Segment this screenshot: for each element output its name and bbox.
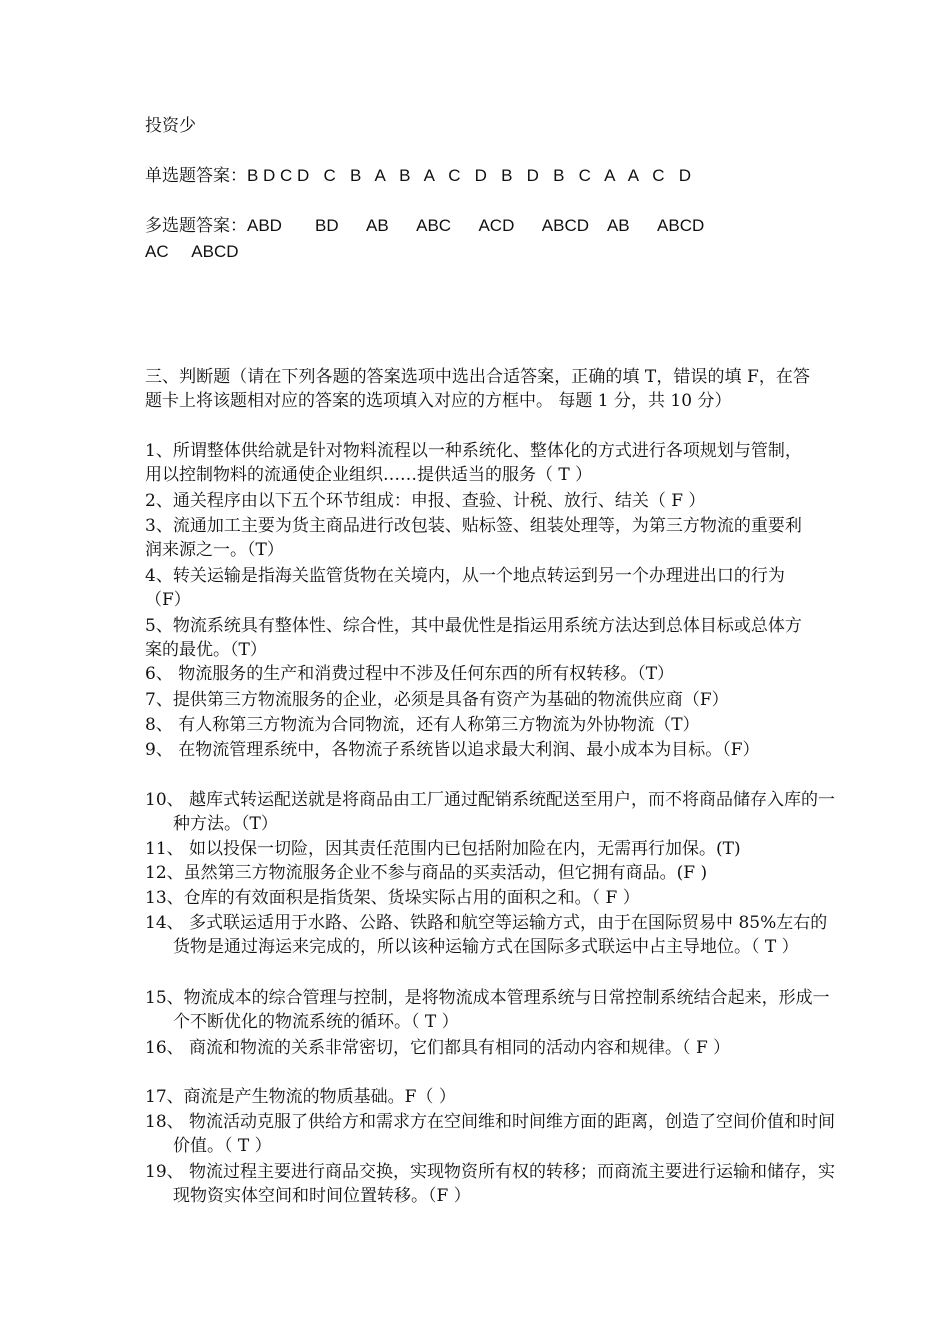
list-item: 14、 多式联运适用于水路、公路、铁路和航空等运输方式，由于在国际贸易中 85%左右的货物是通过海运来完成的，所以该种运输方式在国际多式联运中占主导地位。（ T ） (145, 913, 828, 957)
multi-choice-label: 多选题答案： (145, 216, 247, 236)
section-heading: 三、判断题（请在下列各题的答案选项中选出合适答案，正确的填 T，错误的填 F，在答题卡上将该题相对应的答案的选项填入对应的方框中。 每题 1 分，共 10 分） (145, 367, 810, 411)
single-choice-answers (145, 164, 691, 188)
list-item: 19、 物流过程主要进行商品交换，实现物资所有权的转移；而商流主要进行运输和储存，实现物资实体空间和时间位置转移。（F ） (145, 1162, 836, 1206)
list-item: 4、转关运输是指海关监管货物在关境内，从一个地点转运到另一个办理进出口的行为（F） (145, 566, 785, 610)
list-item: 12、虽然第三方物流服务企业不参与商品的买卖活动，但它拥有商品。(F ) (145, 863, 708, 883)
multi-choice-values-line1: ABD BD AB ABC ACD ABCD AB ABCD (247, 216, 705, 235)
list-item: 2、通关程序由以下五个环节组成：申报、查验、计税、放行、结关（ F ） (145, 491, 706, 511)
list-item: 6、 物流服务的生产和消费过程中不涉及任何东西的所有权转移。（T） (145, 664, 675, 684)
top-fragment: 投资少 (145, 116, 196, 136)
list-item: 5、物流系统具有整体性、综合性，其中最优性是指运用系统方法达到总体目标或总体方案的最优。（T） (145, 616, 802, 660)
list-item: 9、 在物流管理系统中，各物流子系统皆以追求最大利润、最小成本为目标。（F） (145, 740, 760, 760)
list-item: 1、所谓整体供给就是针对物料流程以一种系统化、整体化的方式进行各项规划与管制，用以控制物料的流通使企业组织……提供适当的服务（ T ） (145, 441, 802, 485)
list-item: 16、 商流和物流的关系非常密切，它们都具有相同的活动内容和规律。（ F ） (145, 1038, 731, 1058)
list-item: 15、物流成本的综合管理与控制，是将物流成本管理系统与日常控制系统结合起来，形成一个不断优化的物流系统的循环。（ T ） (145, 988, 830, 1032)
list-item: 11、 如以投保一切险，因其责任范围内已包括附加险在内，无需再行加保。(T) (145, 839, 741, 859)
list-item: 3、流通加工主要为货主商品进行改包装、贴标签、组装处理等，为第三方物流的重要利润来源之一。（T） (145, 516, 802, 560)
list-item: 18、 物流活动克服了供给方和需求方在空间维和时间维方面的距离，创造了空间价值和时间价值。（ T ） (145, 1112, 836, 1156)
multi-choice-values-line2: AC ABCD (145, 242, 239, 261)
list-item: 8、 有人称第三方物流为合同物流，还有人称第三方物流为外协物流（T） (145, 715, 700, 735)
multi-choice-answers (145, 214, 704, 238)
list-item: 7、提供第三方物流服务的企业，必须是具备有资产为基础的物流供应商（F） (145, 690, 729, 710)
single-choice-label: 单选题答案： (145, 166, 247, 186)
list-item: 17、商流是产生物流的物质基础。F（ ） (145, 1087, 456, 1107)
list-item: 10、 越库式转运配送就是将商品由工厂通过配销系统配送至用户，而不将商品储存入库的一种方法。（T） (145, 790, 836, 834)
single-choice-values: B D C D C B A B A C D B D B C A A C D (247, 166, 692, 185)
list-item: 13、仓库的有效面积是指货架、货垛实际占用的面积之和。（ F ） (145, 888, 640, 908)
